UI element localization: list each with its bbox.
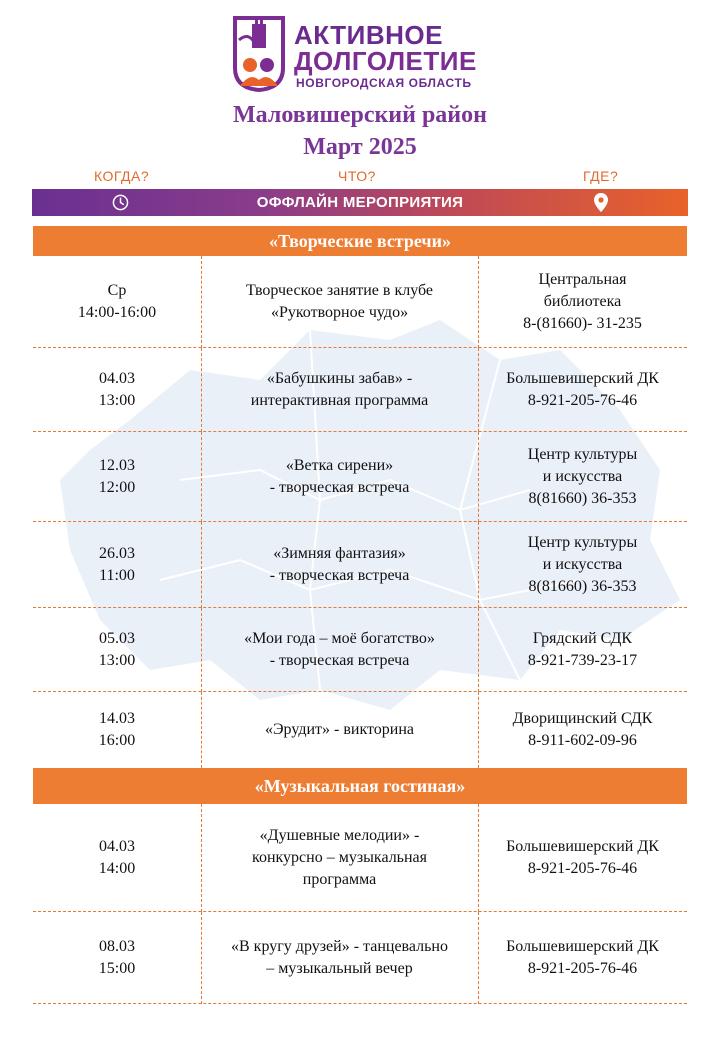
event-what: «Мои года – моё богатство» - творческая встреча (244, 630, 435, 669)
event-what: Творческое занятие в клубе «Рукотворное чудо» (245, 282, 434, 321)
section-header-music: «Музыкальная гостиная» (33, 768, 687, 804)
event-when: 26.03 11:00 (99, 545, 135, 584)
table-row (33, 692, 687, 768)
event-where: Большевишерский ДК 8-921-205-76-46 (506, 370, 659, 409)
table-row (33, 608, 687, 692)
event-when: Ср 14:00-16:00 (77, 282, 157, 321)
table-row (33, 256, 687, 348)
section-header-creative: «Творческие встречи» (33, 226, 687, 256)
event-where: Большевишерский ДК 8-921-205-76-46 (506, 938, 659, 977)
event-when: 08.03 15:00 (98, 938, 136, 977)
event-when: 04.03 13:00 (98, 370, 136, 409)
event-where: Дворищинский СДК 8-911-602-09-96 (512, 710, 653, 749)
event-when: 12.03 12:00 (98, 457, 136, 496)
event-where: Центр культуры и искусства 8(81660) 36-353 (527, 446, 638, 507)
month-title: Март 2025 (303, 134, 417, 160)
banner-label: ОФФЛАЙН МЕРОПРИЯТИЯ (256, 194, 464, 211)
offline-events-banner (32, 189, 688, 216)
table-row (33, 912, 687, 1004)
event-what: «Зимняя фантазия» - творческая встреча (269, 545, 410, 584)
event-when: 04.03 14:00 (98, 838, 136, 877)
event-where: Большевишерский ДК 8-921-205-76-46 (506, 838, 659, 877)
district-title: Маловишерский район (233, 102, 487, 128)
event-what: «Душевные мелодии» - конкурсно – музыкальная программа (251, 827, 427, 888)
table-row (33, 804, 687, 912)
table-row (33, 348, 687, 432)
column-header-when: КОГДА? (94, 168, 150, 184)
logo (230, 10, 500, 94)
logo-title-line2: ДОЛГОЛЕТИЕ (294, 46, 477, 76)
table-row (33, 522, 687, 608)
location-pin-icon (594, 193, 608, 212)
event-what: «В кругу друзей» - танцевально – музыкальный вечер (231, 938, 448, 977)
column-header-what: ЧТО? (338, 168, 376, 184)
logo-emblem-icon (230, 10, 288, 92)
event-when: 05.03 13:00 (98, 630, 136, 669)
logo-title-line1: АКТИВНОЕ (294, 20, 443, 50)
event-what: «Бабушкины забав» - интерактивная программа (250, 370, 429, 409)
table-row (33, 432, 687, 522)
event-where: Центр культуры и искусства 8(81660) 36-353 (527, 534, 638, 595)
logo-subtitle: НОВГОРОДСКАЯ ОБЛАСТЬ (296, 76, 472, 90)
event-what: «Эрудит» - викторина (264, 721, 415, 738)
event-when: 14.03 16:00 (98, 710, 136, 749)
event-where: Грядский СДК 8-921-739-23-17 (527, 630, 638, 669)
column-header-where: ГДЕ? (583, 168, 619, 184)
event-what: «Ветка сирени» - творческая встреча (269, 457, 410, 496)
event-where: Центральная библиотека 8-(81660)- 31-235 (523, 271, 642, 332)
